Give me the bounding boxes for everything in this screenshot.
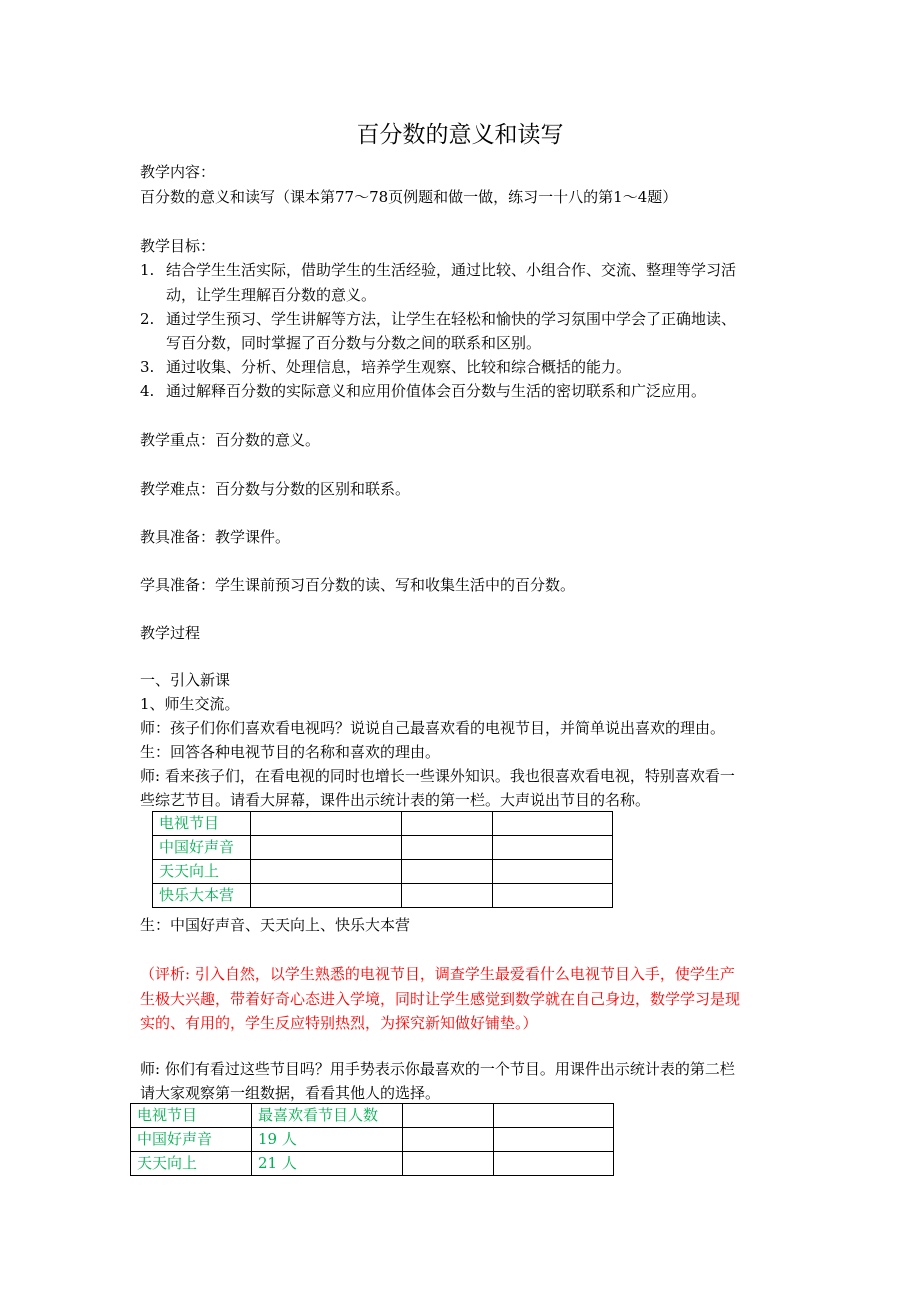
goal-number: 3.	[140, 358, 155, 376]
table-row	[153, 812, 613, 836]
table-cell: 电视节目	[131, 1104, 252, 1128]
goal-line: 动，让学生理解百分数的意义。	[166, 286, 377, 304]
dialogue-line: 师：孩子们你们喜欢看电视吗？说说自己最喜欢看的电视节目，并简单说出喜欢的理由。	[140, 719, 726, 737]
table-cell	[403, 1128, 494, 1152]
dialogue-line: 师: 你们有看过这些节目吗？用手势表示你最喜欢的一个节目。用课件出示统计表的第二栏	[140, 1060, 735, 1078]
table-row	[131, 1152, 614, 1176]
table-cell	[403, 1104, 494, 1128]
table-cell: 19 人	[252, 1128, 403, 1152]
table-cell	[493, 884, 613, 908]
process-heading: 教学过程	[140, 624, 201, 642]
table-cell: 中国好声音	[131, 1128, 252, 1152]
goal-line: 通过收集、分析、处理信息，培养学生观察、比较和综合概括的能力。	[166, 358, 632, 376]
table-cell: 快乐大本营	[153, 884, 251, 908]
student-prep: 学具准备：学生课前预习百分数的读、写和收集生活中的百分数。	[140, 576, 576, 594]
table-cell: 天天向上	[131, 1152, 252, 1176]
table-cell	[494, 1128, 614, 1152]
table-cell	[251, 860, 402, 884]
goal-number: 2.	[140, 310, 155, 328]
table-cell	[402, 884, 493, 908]
table-row	[153, 836, 613, 860]
table-cell: 天天向上	[153, 860, 251, 884]
difficulty: 教学难点：百分数与分数的区别和联系。	[140, 480, 411, 498]
table-cell	[251, 812, 402, 836]
student-answer: 生：中国好声音、天天向上、快乐大本营	[140, 916, 411, 934]
section-heading: 一、引入新课	[140, 671, 231, 689]
table-cell: 电视节目	[153, 812, 251, 836]
table-cell	[493, 812, 613, 836]
table-cell	[402, 836, 493, 860]
goals-heading: 教学目标：	[140, 237, 216, 255]
goal-line: 通过学生预习、学生讲解等方法，让学生在轻松和愉快的学习氛围中学会了正确地读、	[166, 310, 737, 328]
table-cell	[494, 1104, 614, 1128]
table-cell	[402, 860, 493, 884]
table-cell	[251, 836, 402, 860]
goal-line: 通过解释百分数的实际意义和应用价值体会百分数与生活的密切联系和广泛应用。	[166, 382, 707, 400]
table-row	[131, 1104, 614, 1128]
comment-line: 实的、有用的，学生反应特别热烈，为探究新知做好铺垫。）	[140, 1014, 538, 1032]
table-cell: 中国好声音	[153, 836, 251, 860]
dialogue-line: 生：回答各种电视节目的名称和喜欢的理由。	[140, 743, 441, 761]
program-table	[152, 811, 613, 908]
content-heading: 教学内容：	[140, 163, 216, 181]
table-cell: 21 人	[252, 1152, 403, 1176]
viewers-table	[130, 1103, 614, 1176]
goal-line: 结合学生生活实际，借助学生的生活经验，通过比较、小组合作、交流、整理等学习活	[166, 261, 737, 279]
table-row	[153, 884, 613, 908]
dialogue-line: 师: 看来孩子们，在看电视的同时也增长一些课外知识。我也很喜欢看电视，特别喜欢看一	[140, 767, 735, 785]
table-cell	[494, 1152, 614, 1176]
goal-number: 4.	[140, 382, 155, 400]
table-cell	[493, 836, 613, 860]
table-cell: 最喜欢看节目人数	[252, 1104, 403, 1128]
comment-line: （评析: 引入自然，以学生熟悉的电视节目，调查学生最爱看什么电视节目入手，使学生产	[140, 965, 735, 983]
table-cell	[403, 1152, 494, 1176]
comment-line: 生极大兴趣，带着好奇心态进入学境，同时让学生感觉到数学就在自己身边，数学学习是现	[140, 990, 741, 1008]
goal-line: 写百分数，同时掌握了百分数与分数之间的联系和区别。	[166, 334, 542, 352]
teacher-prep: 教具准备：教学课件。	[140, 528, 291, 546]
dialogue-line: 些综艺节目。请看大屏幕，课件出示统计表的第一栏。大声说出节目的名称。	[140, 791, 651, 809]
table-row	[153, 860, 613, 884]
content-text: 百分数的意义和读写（课本第77～78页例题和做一做，练习一十八的第1～4题）	[140, 188, 678, 206]
table-cell	[493, 860, 613, 884]
key-point: 教学重点：百分数的意义。	[140, 431, 321, 449]
table-cell	[402, 812, 493, 836]
dialogue-line: 请大家观察第一组数据，看看其他人的选择。	[140, 1084, 441, 1102]
step-heading: 1、师生交流。	[140, 695, 240, 713]
goal-number: 1.	[140, 261, 155, 279]
table-cell	[251, 884, 402, 908]
page-title: 百分数的意义和读写	[356, 122, 564, 148]
table-row	[131, 1128, 614, 1152]
